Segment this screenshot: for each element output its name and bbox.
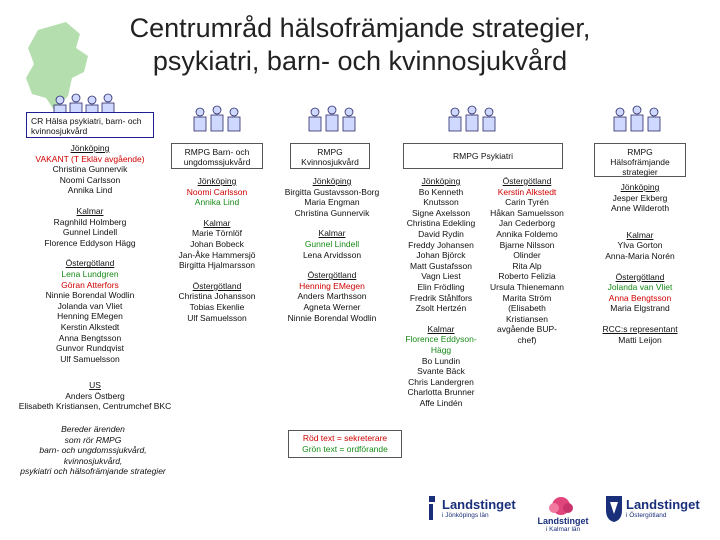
- member-name: Tobias Ekenlie: [189, 301, 245, 312]
- region-heading: Östergötland: [307, 270, 357, 281]
- member-name: Noomi Carlsson: [59, 174, 121, 185]
- member-name: Freddy Johansen: [408, 239, 474, 250]
- region-heading: RCC:s representant: [602, 323, 678, 334]
- region-heading: Östergötland: [65, 258, 115, 269]
- member-name: Ulf Samuelsson: [60, 353, 120, 364]
- title-line-1: Centrumråd hälsofrämjande strategier,: [129, 13, 591, 43]
- member-name: Fredrik Ståhlfors: [409, 292, 473, 303]
- member-name: Christina Edekling: [406, 218, 476, 229]
- people-group-icon: [610, 104, 664, 134]
- region-heading: Jönköping: [312, 176, 352, 186]
- us-list: [0, 380, 190, 412]
- footnote-line: som rör RMPG: [64, 434, 122, 445]
- member-name: Agneta Werner: [303, 301, 361, 312]
- color-legend: [288, 430, 402, 458]
- member-name: Anna-Maria Norén: [605, 250, 675, 261]
- region-heading: Jönköping: [70, 143, 110, 153]
- member-name: Henning EMegen: [299, 280, 365, 291]
- member-name: Christina Johansson: [178, 291, 256, 302]
- member-name: Annika Foldemo: [496, 228, 558, 239]
- member-name: Affe Lindén: [419, 397, 463, 408]
- region-heading: Kalmar: [76, 205, 104, 216]
- member-name: Florence Eddyson-: [405, 334, 477, 345]
- region-heading: Jönköping: [197, 176, 237, 186]
- member-name: Maria Engman: [304, 197, 360, 208]
- member-name: Ninnie Borendal Wodlin: [287, 312, 377, 323]
- member-name: Bo Lundin: [421, 355, 461, 366]
- member-name: Noomi Carlsson: [186, 186, 248, 197]
- member-name: Anna Bengtsson: [58, 332, 122, 343]
- region-heading: Östergötland: [502, 176, 552, 186]
- member-name: Elin Frödling: [417, 281, 465, 292]
- member-name: Ragnhild Holmberg: [53, 216, 127, 227]
- member-name: David Rydin: [418, 228, 464, 239]
- member-name: Olinder: [513, 250, 541, 261]
- region-heading: US: [89, 380, 101, 390]
- region-heading: Östergötland: [615, 271, 665, 282]
- legend-green: Grön text = ordförande: [302, 444, 388, 454]
- footnote-line: kvinnosjukvård,: [63, 455, 123, 466]
- member-name: Christina Gunnervik: [52, 164, 128, 175]
- member-name: Jolanda van Vliet: [607, 282, 673, 293]
- member-name: Marie Törnlöf: [192, 228, 242, 239]
- region-heading: Kalmar: [203, 217, 231, 228]
- title-line-2: psykiatri, barn- och kvinnosjukvård: [152, 46, 568, 76]
- member-name: Christina Gunnervik: [294, 207, 370, 218]
- people-group-icon: [305, 104, 359, 134]
- member-name: Chris Landergren: [408, 376, 474, 387]
- member-name: Bo Kenneth: [418, 186, 464, 197]
- member-name: (Elisabeth: [508, 303, 546, 314]
- member-name: Florence Eddyson Hägg: [44, 237, 136, 248]
- logo-sub: i Jönköpings län: [442, 512, 489, 519]
- member-name: Henning EMegen: [57, 311, 123, 322]
- member-name: Anne Wilderoth: [610, 203, 670, 214]
- member-name: Gunnel Lindell: [62, 227, 118, 238]
- footnote-line: psykiatri och hälsofrämjande strategier: [20, 466, 166, 477]
- member-name: Matt Gustafsson: [410, 260, 472, 271]
- member-name: Annika Lind: [194, 197, 240, 208]
- page-title: [0, 12, 720, 78]
- people-group-icon: [445, 104, 499, 134]
- member-name: Knutsson: [423, 197, 459, 208]
- member-name: Jolanda van Vliet: [57, 300, 123, 311]
- member-name: Annika Lind: [67, 185, 113, 196]
- member-name: Johan Bobeck: [190, 238, 244, 249]
- member-name: Matti Leijon: [618, 334, 662, 345]
- member-name: Vagn Liest: [421, 271, 461, 282]
- member-name: Hägg: [430, 344, 452, 355]
- member-name: Kristiansen: [505, 313, 549, 324]
- logo-name: Landstinget: [442, 497, 516, 512]
- member-name: Lena Arvidsson: [302, 249, 362, 260]
- landstinget-emblem-icon: [428, 496, 442, 526]
- member-name: Gunvor Rundqvist: [55, 343, 125, 354]
- footnote: [8, 424, 178, 477]
- member-name: Svante Bäck: [417, 366, 465, 377]
- region-heading: Kalmar: [318, 228, 346, 239]
- member-name: Lena Lundgren: [61, 268, 119, 279]
- logo-sub: i Kalmar län: [545, 526, 581, 533]
- rmpg-psyk-box: RMPG Psykiatri: [403, 143, 563, 169]
- member-name: Signe Axelsson: [411, 207, 471, 218]
- member-name: Birgitta Hjalmarsson: [178, 260, 256, 271]
- ostergotland-emblem-icon: [604, 494, 624, 524]
- member-name: Marita Ström: [502, 292, 552, 303]
- member-name: Ulf Samuelsson: [187, 312, 247, 323]
- footnote-line: Bereder ärenden: [61, 424, 125, 434]
- member-name: avgående BUP-: [496, 324, 557, 335]
- member-name: Carin Tyrén: [505, 197, 549, 208]
- people-group-icon: [190, 104, 244, 134]
- footnote-line: barn- och ungdomssjukvård,: [39, 445, 147, 456]
- rmpg-psyk-members-b: [482, 176, 572, 346]
- member-name: Anna Bengtsson: [608, 292, 672, 303]
- member-name: Johan Björck: [416, 250, 466, 261]
- region-heading: Jönköping: [620, 182, 660, 192]
- legend-red: Röd text = sekreterare: [302, 433, 388, 443]
- member-name: Birgitta Gustavsson-Borg: [284, 186, 380, 197]
- member-name: Gunnel Lindell: [304, 238, 360, 249]
- logo-name: Landstinget: [626, 497, 700, 512]
- rmpg-psyk-members-a: [400, 176, 482, 408]
- member-name: Kerstin Alkstedt: [497, 186, 557, 197]
- region-heading: Jönköping: [421, 176, 461, 186]
- member-name: Maria Elgstrand: [610, 303, 670, 314]
- member-name: chef): [517, 334, 537, 345]
- member-name: Roberto Felizia: [498, 271, 556, 282]
- member-name: Jan Cederborg: [498, 218, 556, 229]
- kalmar-emblem-icon: [544, 494, 578, 518]
- member-name: Ylva Gorton: [617, 240, 663, 251]
- rmpg-kvinno-box: RMPG Kvinnosjukvård: [290, 143, 370, 169]
- member-name: VAKANT (T Ekläv avgående): [35, 153, 145, 164]
- member-name: Bjarne Nilsson: [499, 239, 555, 250]
- member-name: Jesper Ekberg: [612, 192, 668, 203]
- rmpg-halso-box: RMPG Hälsofrämjande strategier: [594, 143, 686, 177]
- member-name: Anders Marthsson: [297, 291, 367, 302]
- rmpg-barn-box: RMPG Barn- och ungdomssjukvård: [171, 143, 263, 169]
- member-name: Kerstin Alkstedt: [60, 321, 120, 332]
- rmpg-kvinno-members: [272, 176, 392, 323]
- member-name: Zsolt Hertzén: [415, 303, 467, 314]
- logo-sub: i Östergötland: [626, 512, 667, 519]
- member-name: Anders Östberg: [65, 390, 125, 401]
- member-name: Ninnie Borendal Wodlin: [45, 290, 135, 301]
- member-name: Göran Atterfors: [61, 279, 119, 290]
- logo-ostergotland: [604, 490, 716, 534]
- member-name: Rita Alp: [512, 260, 542, 271]
- member-name: Ursula Thienemann: [489, 281, 565, 292]
- member-name: Håkan Samuelsson: [490, 207, 564, 218]
- cr-members-list: [20, 143, 160, 364]
- region-heading: Kalmar: [626, 229, 654, 240]
- logo-jonkoping: [428, 490, 528, 534]
- rmpg-barn-members: [162, 176, 272, 323]
- member-name: Elisabeth Kristiansen, Centrumchef BKC: [18, 401, 172, 412]
- logo-name: Landstinget: [537, 516, 589, 526]
- region-heading: Östergötland: [192, 280, 242, 291]
- rmpg-halso-members: [580, 182, 700, 345]
- cr-box: CR Hälsa psykiatri, barn- och kvinnosjukvård: [26, 112, 154, 138]
- logo-kalmar: [532, 494, 592, 536]
- member-name: Charlotta Brunner: [407, 387, 475, 398]
- member-name: Jan-Åke Hammersjö: [178, 249, 256, 260]
- region-heading: Kalmar: [427, 323, 455, 334]
